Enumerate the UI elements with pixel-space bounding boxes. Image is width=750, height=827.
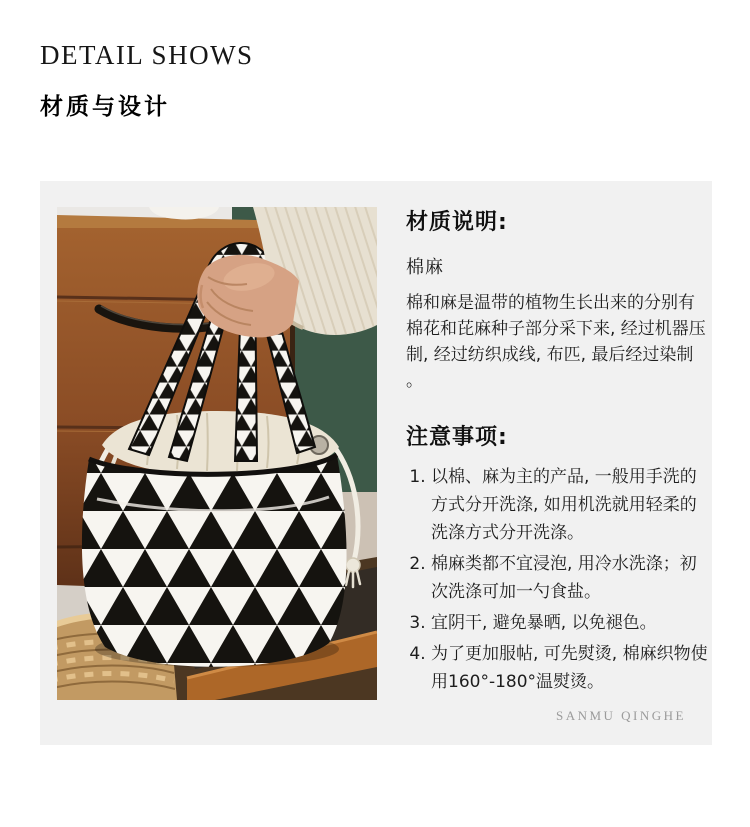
detail-panel <box>40 181 712 745</box>
notes-heading: 注意事项: <box>406 425 508 450</box>
product-photo <box>57 207 377 700</box>
bag-body <box>82 455 347 667</box>
brand-signature: SANMU QINGHE <box>555 708 686 723</box>
note-item-1: 1. 以棉、麻为主的产品, 一般用手洗的方式分开洗涤, 如用机洗就用轻柔的洗涤方式分开洗涤。 <box>431 463 710 547</box>
info-column <box>406 205 710 724</box>
material-description: 棉和麻是温带的植物生长出来的分别有棉花和芘麻种子部分采下来, 经过机器压制, 经过纺织成线, 布匹, 最后经过染制 。 <box>406 293 706 391</box>
material-heading: 材质说明: <box>406 210 508 235</box>
notes-list <box>406 463 710 696</box>
note-item-2: 2. 棉麻类都不宜浸泡, 用冷水洗涤；初次洗涤可加一勺食盐。 <box>431 550 710 606</box>
material-name: 棉麻 <box>406 257 444 278</box>
page-title-en: DETAIL SHOWS <box>40 40 254 70</box>
note-item-3: 3. 宜阴干, 避免暴晒, 以免褪色。 <box>431 609 710 637</box>
page-title-zh: 材质与设计 <box>40 94 170 120</box>
note-item-4: 4. 为了更加服帖, 可先熨烫, 棉麻织物使用160°-180°温熨烫。 <box>431 640 710 696</box>
